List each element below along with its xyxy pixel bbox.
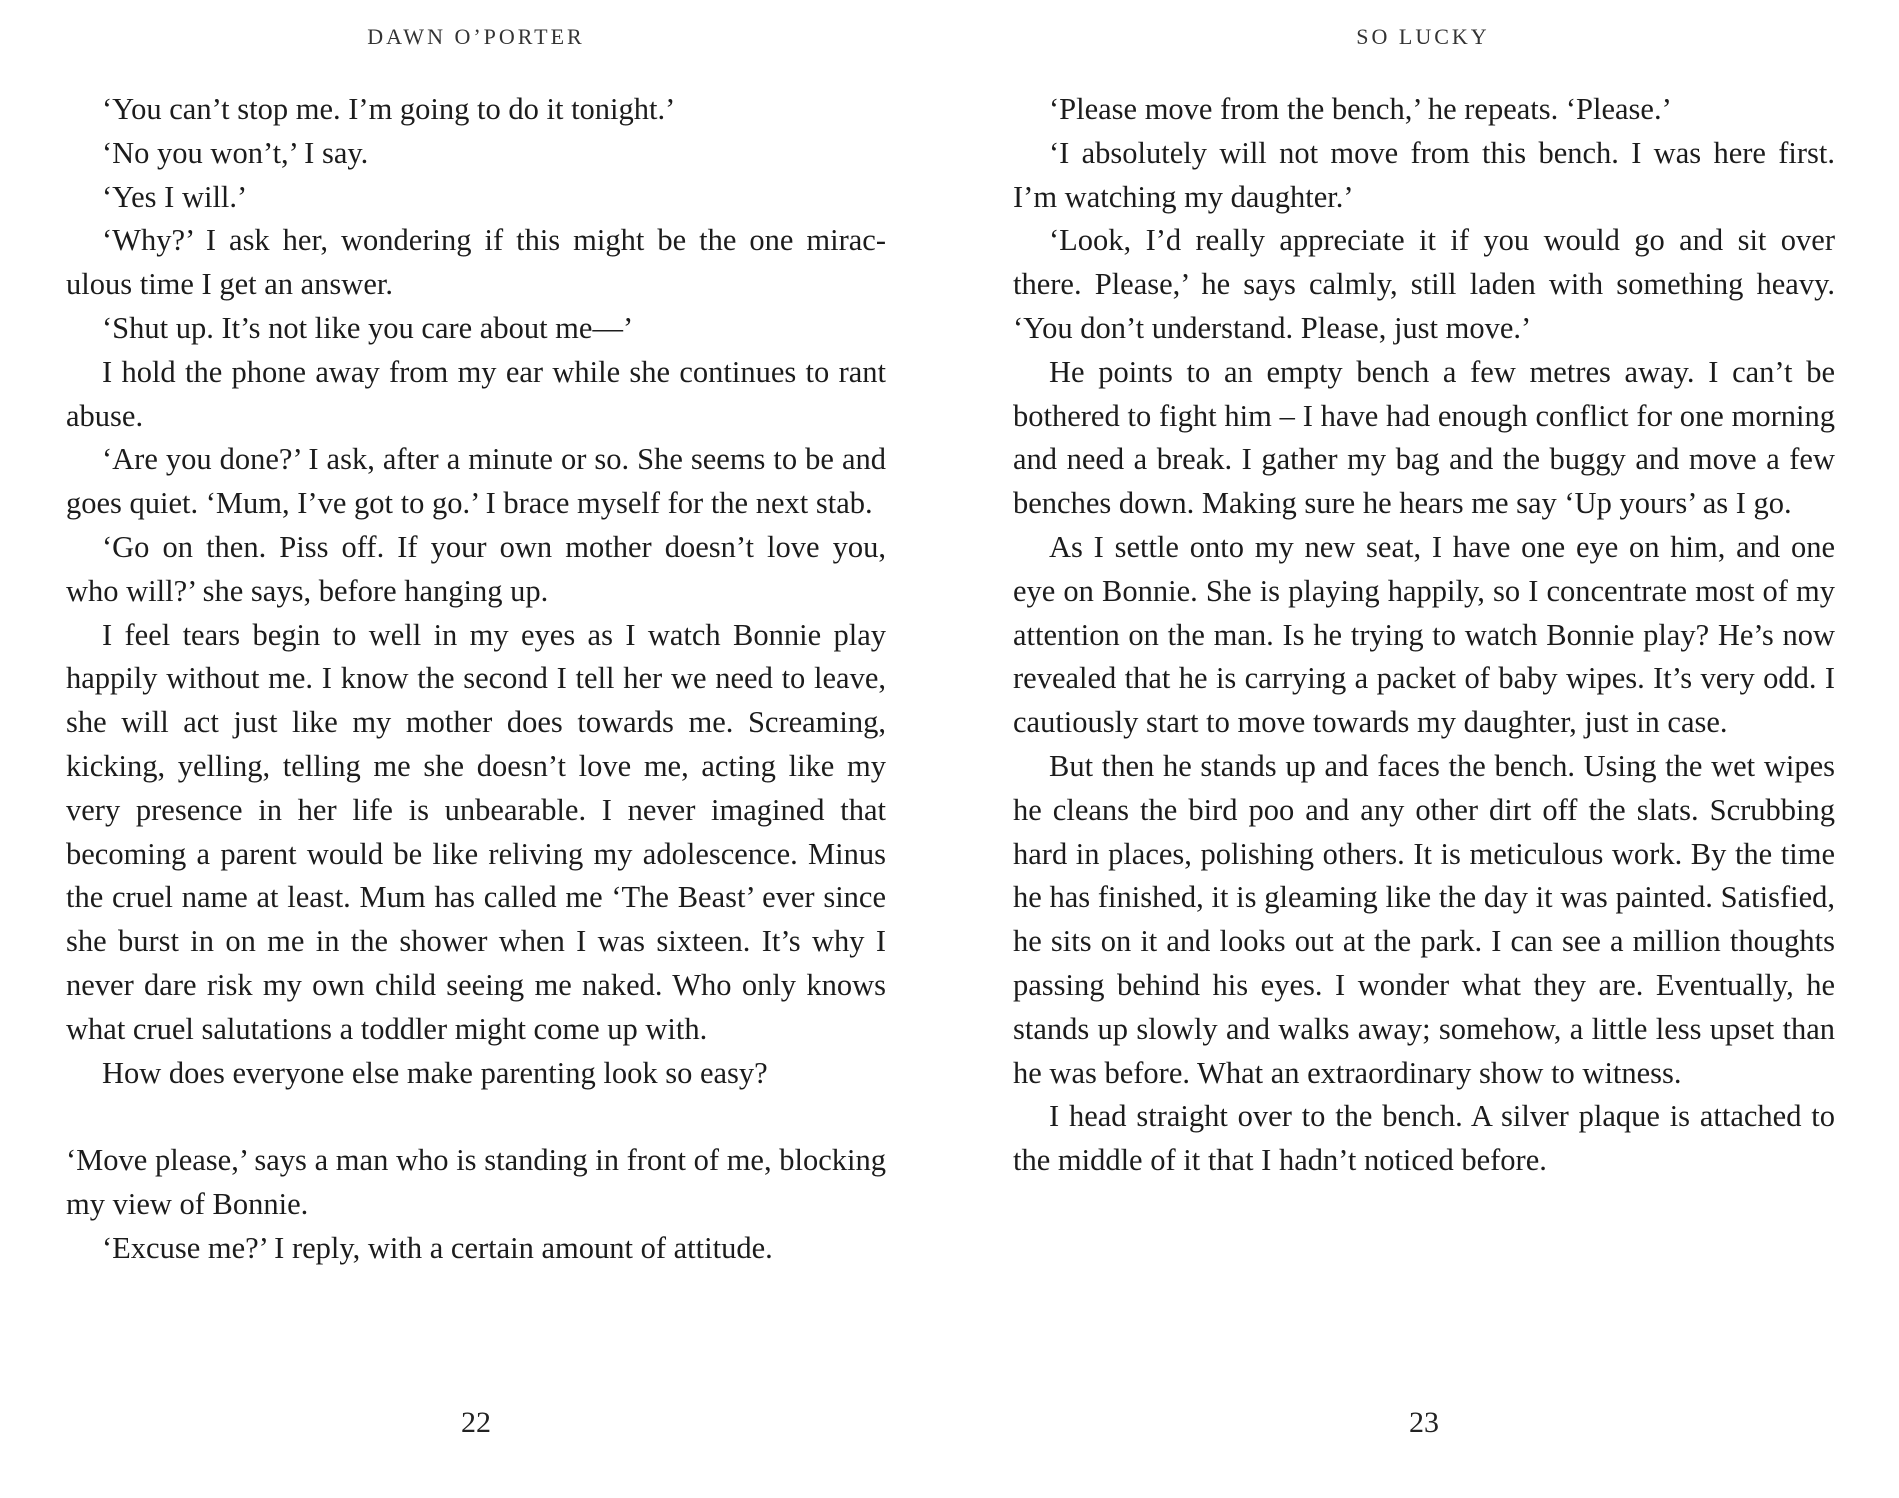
paragraph: ‘Are you done?’ I ask, after a minute or so. She seems to be and goes quiet. ‘Mum, I’ve got to go.’ I brace myself for the next stab.: [66, 442, 886, 521]
paragraph: ‘Shut up. It’s not like you care about me—’: [102, 310, 634, 345]
page-number: 22: [461, 1406, 491, 1439]
paragraph: I head straight over to the bench. A silver plaque is attached to the middle of it that I hadn’t noticed before.: [1013, 1099, 1835, 1178]
paragraph: ‘Excuse me?’ I reply, with a certain amount of attitude.: [102, 1230, 773, 1265]
right-page: [949, 0, 1899, 1498]
paragraph: ‘I absolutely will not move from this bench. I was here first. I’m watching my daughter.’: [1013, 135, 1835, 214]
paragraph: ‘Why?’ I ask her, wondering if this might be the one mirac-ulous time I get an answer.: [66, 223, 886, 302]
paragraph: ‘No you won’t,’ I say.: [102, 135, 369, 170]
paragraph: I hold the phone away from my ear while she continues to rant abuse.: [66, 354, 886, 433]
paragraph: How does everyone else make parenting look so easy?: [102, 1055, 768, 1090]
paragraph: ‘Yes I will.’: [102, 179, 248, 214]
left-page: [0, 0, 949, 1498]
paragraph: He points to an empty bench a few metres away. I can’t be bothered to fight him – I have had enough conflict for one morning and need a break. I gather my bag and the buggy and move a few benches down. Making sure he hears me say ‘Up yours’ as I go.: [1013, 354, 1835, 521]
paragraph: As I settle onto my new seat, I have one eye on him, and one eye on Bonnie. She is playing happily, so I concentrate most of my attention on the man. Is he trying to watch Bonnie play? He’s now revealed that he is carrying a packet of baby wipes. It’s very odd. I cautiously start to move towards my daughter, just in case.: [1013, 529, 1835, 740]
paragraph: ‘You can’t stop me. I’m going to do it tonight.’: [102, 92, 676, 126]
paragraph-section-start: ‘Move please,’ says a man who is standing in front of me, blocking my view of Bonnie.: [66, 1143, 886, 1221]
left-page-body: [66, 88, 886, 1271]
running-head-author: DAWN O’PORTER: [367, 24, 585, 49]
paragraph: ‘Please move from the bench,’ he repeats. ‘Please.’: [1049, 92, 1672, 126]
page-number: 23: [1409, 1406, 1439, 1439]
paragraph: I feel tears begin to well in my eyes as I watch Bonnie play happily without me. I know the second I tell her we need to leave, she will act just like my mother does towards me. Screaming, kicking, yelling, telling me she doesn’t love me, acting like my very presence in her life is unbearable. I never imagined that becoming a parent would be like reliving my adolescence. Minus the cruel name at least. Mum has called me ‘The Beast’ ever since she burst in on me in the shower when I was sixteen. It’s why I never dare risk my own child seeing me naked. Who only knows what cruel salutations a toddler might come up with.: [66, 617, 886, 1046]
paragraph: ‘Look, I’d really appreciate it if you would go and sit over there. Please,’ he says calmly, still laden with something heavy. ‘You don’t understand. Please, just move.’: [1013, 223, 1835, 345]
right-page-body: [1013, 88, 1835, 1183]
paragraph: ‘Go on then. Piss off. If your own mother doesn’t love you, who will?’ she says, before hanging up.: [66, 529, 886, 608]
running-head-title: SO LUCKY: [1356, 24, 1490, 49]
paragraph: But then he stands up and faces the bench. Using the wet wipes he cleans the bird poo and any other dirt off the slats. Scrubbing hard in places, polishing others. It is meticulous work. By the time he has finished, it is gleaming like the day it was painted. Satisfied, he sits on it and looks out at the park. I can see a million thoughts passing behind his eyes. I wonder what they are. Eventually, he stands up slowly and walks away; somehow, a little less upset than he was before. What an extraordinary show to witness.: [1013, 748, 1835, 1090]
